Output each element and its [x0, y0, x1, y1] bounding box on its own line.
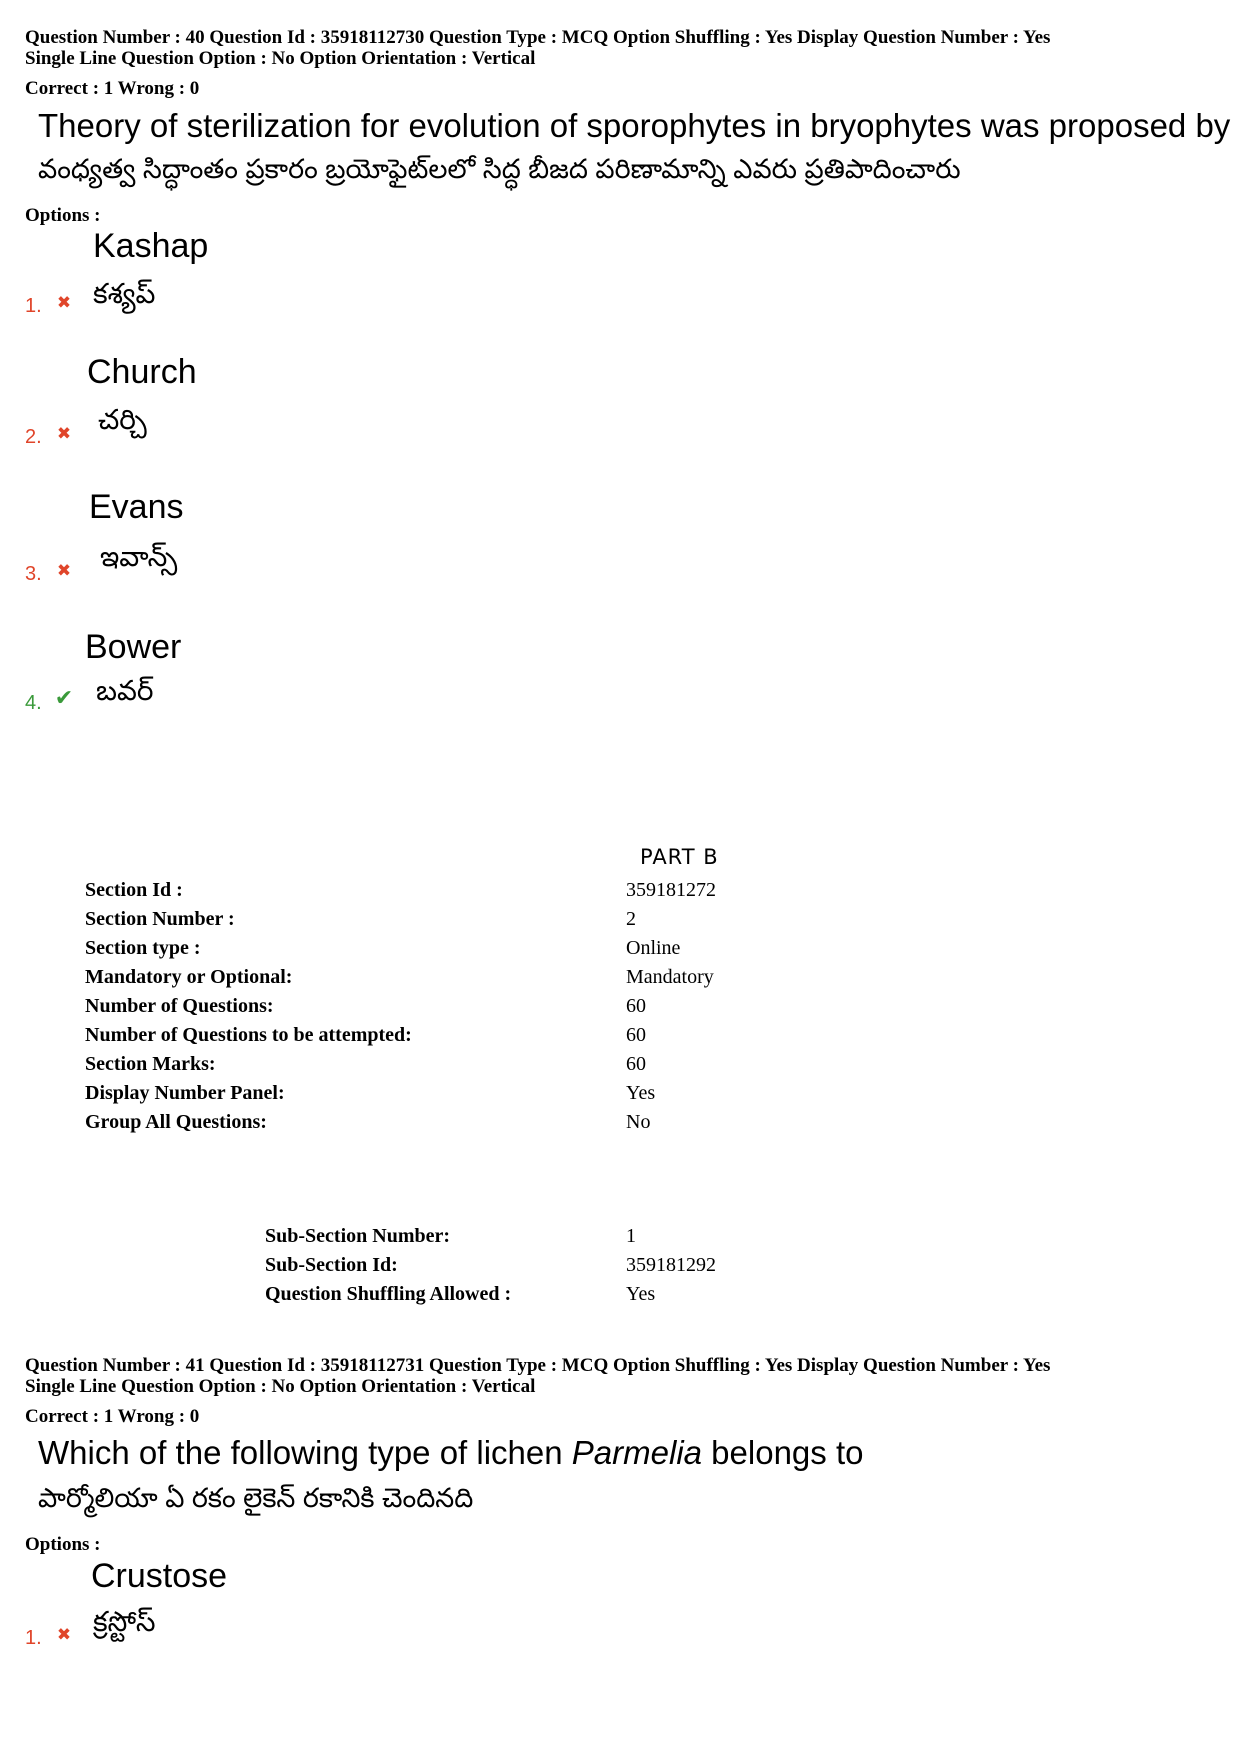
shuffling-allowed-label: Question Shuffling Allowed :	[265, 1283, 512, 1305]
section-type-label: Section type :	[85, 937, 201, 959]
cross-icon: ✖	[56, 424, 72, 444]
q41-meta-line1: Question Number : 41 Question Id : 35918112731 Question Type : MCQ Option Shuffling : Yes Display Question Number : Yes	[25, 1355, 1051, 1376]
cross-icon: ✖	[56, 561, 72, 581]
part-title: PART B	[640, 845, 719, 869]
q40-option-1-en: Kashap	[93, 227, 209, 265]
q40-option-4-en: Bower	[85, 628, 182, 666]
num-attempted-label: Number of Questions to be attempted:	[85, 1024, 412, 1046]
cross-icon: ✖	[56, 1625, 72, 1645]
q40-option-2-te: చర్చి	[98, 404, 147, 435]
section-marks-label: Section Marks:	[85, 1053, 216, 1075]
q41-question-text-part2: belongs to	[702, 1434, 864, 1471]
subsection-number-label: Sub-Section Number:	[265, 1225, 451, 1247]
section-number-value: 2	[626, 908, 636, 930]
section-id-label: Section Id :	[85, 879, 183, 901]
section-id-value: 359181272	[626, 879, 716, 901]
q40-option-1-number: 1.	[25, 295, 42, 317]
section-number-label: Section Number :	[85, 908, 235, 930]
display-panel-value: Yes	[626, 1082, 656, 1104]
q41-question-text-te: పార్మోలియా ఏ రకం లైకెన్ రకానికి చెందినది	[38, 1483, 474, 1513]
check-icon: ✔	[54, 686, 74, 711]
shuffling-allowed-value: Yes	[626, 1283, 656, 1305]
q40-meta-line1: Question Number : 40 Question Id : 35918112730 Question Type : MCQ Option Shuffling : Yes Display Question Number : Yes	[25, 27, 1051, 48]
q40-question-text-te: వంధ్యత్వ సిద్ధాంతం ప్రకారం బ్రయోఫైట్‌లలో సిద్ధ బీజద పరిణామాన్ని ఎవరు ప్రతిపాదించారు	[38, 154, 961, 184]
q41-marks: Correct : 1 Wrong : 0	[25, 1406, 200, 1427]
num-questions-label: Number of Questions:	[85, 995, 274, 1017]
subsection-id-value: 359181292	[626, 1254, 716, 1276]
group-questions-value: No	[626, 1111, 651, 1133]
q40-question-text-en: Theory of sterilization for evolution of sporophytes in bryophytes was proposed by	[38, 107, 1231, 144]
section-marks-value: 60	[626, 1053, 646, 1075]
q40-option-3-en: Evans	[89, 488, 184, 526]
q41-option-1-te: క్రస్టోస్	[93, 1606, 156, 1637]
group-questions-label: Group All Questions:	[85, 1111, 267, 1133]
q41-question-text-italic: Parmelia	[571, 1434, 703, 1471]
q41-question-text-en	[38, 1433, 863, 1473]
q40-option-4-te: బవర్	[96, 675, 154, 706]
num-attempted-value: 60	[626, 1024, 646, 1046]
section-type-value: Online	[626, 937, 681, 959]
q40-option-3-number: 3.	[25, 563, 42, 585]
q40-options-label: Options :	[25, 205, 101, 226]
q40-option-1-te: కశ్యప్	[93, 278, 156, 309]
q41-option-1-number: 1.	[25, 1627, 42, 1649]
q40-option-4-number: 4.	[25, 692, 42, 714]
q41-meta-line2: Single Line Question Option : No Option Orientation : Vertical	[25, 1376, 536, 1397]
mandatory-value: Mandatory	[626, 966, 714, 988]
num-questions-value: 60	[626, 995, 646, 1017]
q41-question-text-part1: Which of the following type of lichen	[38, 1434, 572, 1471]
q40-option-2-en: Church	[87, 353, 197, 391]
subsection-id-label: Sub-Section Id:	[265, 1254, 398, 1276]
q40-option-2-number: 2.	[25, 426, 42, 448]
q41-options-label: Options :	[25, 1534, 101, 1555]
display-panel-label: Display Number Panel:	[85, 1082, 285, 1104]
mandatory-label: Mandatory or Optional:	[85, 966, 293, 988]
q40-option-3-te: ఇవాన్స్	[100, 541, 178, 572]
cross-icon: ✖	[56, 293, 72, 313]
q41-option-1-en: Crustose	[91, 1557, 228, 1595]
subsection-number-value: 1	[626, 1225, 636, 1247]
q40-meta-line2: Single Line Question Option : No Option Orientation : Vertical	[25, 48, 536, 69]
q40-marks: Correct : 1 Wrong : 0	[25, 78, 200, 99]
